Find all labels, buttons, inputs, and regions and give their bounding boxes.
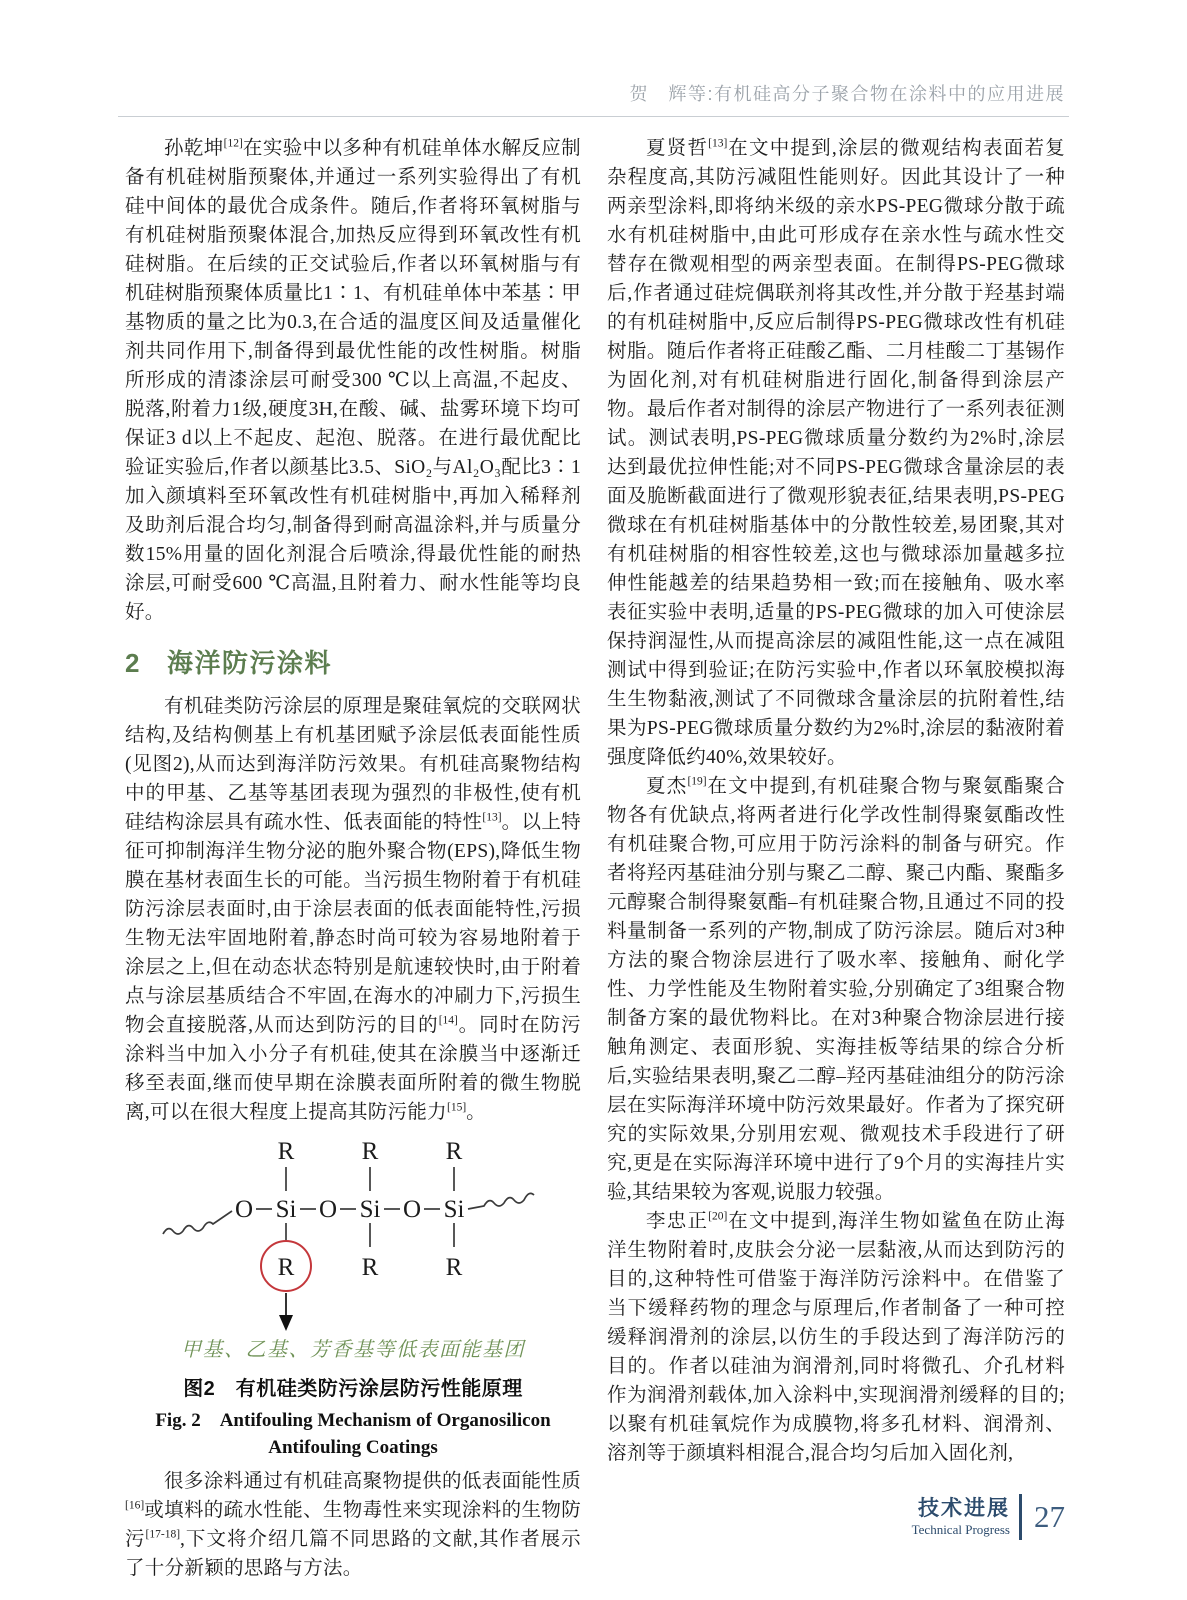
- atom-o: O: [234, 1196, 254, 1223]
- figure-caption-zh: 图2 有机硅类防污涂层防污性能原理: [183, 1378, 523, 1400]
- running-head: 贺 辉等:有机硅高分子聚合物在涂料中的应用进展: [629, 84, 1065, 104]
- citation-ref: [13]: [482, 811, 502, 824]
- wavy-bond-right: [468, 1193, 534, 1209]
- section-number: 2: [125, 648, 141, 678]
- atom-si: Si: [275, 1196, 297, 1223]
- left-column: [125, 134, 581, 1583]
- wavy-bond-left: [163, 1211, 232, 1234]
- section-heading-2: [125, 643, 581, 680]
- pointer-arrow-head: [279, 1315, 293, 1331]
- r-group-top: R: [361, 1138, 379, 1165]
- figure-caption-en-line2: Antifouling Coatings: [268, 1437, 438, 1458]
- atom-si: Si: [359, 1196, 381, 1223]
- r-group-bottom-circled: R: [277, 1254, 295, 1281]
- r-group-bottom: R: [361, 1254, 379, 1281]
- header-rule: [118, 116, 1069, 117]
- citation-ref: [15]: [446, 1101, 467, 1114]
- figure-caption-en: [125, 1407, 581, 1461]
- citation-ref: [16]: [125, 1499, 145, 1512]
- footer-section-zh: 技术进展: [918, 1496, 1010, 1520]
- r-group-top: R: [445, 1138, 463, 1165]
- atom-o: O: [318, 1196, 338, 1223]
- right-column: [607, 134, 1065, 1468]
- page-number: 27: [1034, 1499, 1065, 1534]
- figure-caption-en-line1: Fig. 2 Antifouling Mechanism of Organosilicon: [155, 1410, 551, 1431]
- r-group-bottom: R: [445, 1254, 463, 1281]
- citation-ref: [17-18]: [145, 1528, 181, 1541]
- page-footer: [912, 1494, 1065, 1540]
- section-title: 海洋防污涂料: [166, 648, 332, 678]
- figure-2: [125, 1135, 581, 1461]
- citation-ref: [20]: [708, 1210, 728, 1223]
- paragraph-xia-jie: 夏杰[19]在文中提到,有机硅聚合物与聚氨酯聚合物各有优缺点,将两者进行化学改性制得聚氨酯改性有机硅聚合物,可应用于防污涂料的制备与研究。作者将羟丙基硅油分别与聚乙二醇、聚己内酯、聚酯多元醇聚合制得聚氨酯–有机硅聚合物,且通过不同的投料量制备一系列的产物,制成了防污涂层。随后对3种方法的聚合物涂层进行了吸水率、接触角、耐化学性、力学性能及生物附着实验,分别确定了3组聚合物制备方案的最优物料比。在对3种聚合物涂层进行接触角测定、表面形貌、实海挂板等结果的综合分析后,实验结果表明,聚乙二醇–羟丙基硅油组分的防污涂层在实际海洋环境中防污效果最好。作者为了探究研究的实际效果,分别用宏观、微观技术手段进行了研究,更是在实际海洋环境中进行了9个月的实海挂片实验,其结果较为客观,说服力较强。: [607, 775, 1065, 1203]
- citation-ref: [19]: [687, 775, 707, 788]
- atom-si: Si: [443, 1196, 465, 1223]
- citation-ref: [13]: [708, 137, 728, 150]
- siloxane-structure-diagram: [158, 1135, 548, 1333]
- citation-ref: [14]: [438, 1014, 458, 1027]
- low-surface-energy-groups-label: 甲基、乙基、芳香基等低表面能基团: [181, 1339, 525, 1361]
- footer-section-labels: [912, 1497, 1019, 1538]
- paragraph-xia-xianzhe: 夏贤哲[13]在文中提到,涂层的微观结构表面若复杂程度高,其防污减阻性能则好。因此其设计了一种两亲型涂料,即将纳米级的亲水PS-PEG微球分散于疏水有机硅树脂中,由此可形成存在亲水性与疏水性交替存在微观相型的两亲型表面。在制得PS-PEG微球后,作者通过硅烷偶联剂将其改性,并分散于羟基封端的有机硅树脂中,反应后制得PS-PEG微球改性有机硅树脂。随后作者将正硅酸乙酯、二月桂酸二丁基锡作为固化剂,对有机硅树脂进行固化,制备得到涂层产物。最后作者对制得的涂层产物进行了一系列表征测试。测试表明,PS-PEG微球质量分数约为2%时,涂层达到最优拉伸性能;对不同PS-PEG微球含量涂层的表面及脆断截面进行了微观形貌表征,结果表明,PS-PEG微球在有机硅树脂基体中的分散性较差,易团聚,其对有机硅树脂的相容性较差,这也与微球添加量越多拉伸性能越差的结果趋势相一致;而在接触角、吸水率表征实验中表明,适量的PS-PEG微球的加入可使涂层保持润湿性,从而提高涂层的减阻性能,这一点在减阻测试中得到验证;在防污实验中,作者以环氧胶模拟海生生物黏液,测试了不同微球含量涂层的抗附着性,结果为PS-PEG微球质量分数约为2%时,涂层的黏液附着强度降低约40%,效果较好。: [607, 137, 1065, 768]
- paragraph-li-zhongzheng: 李忠正[20]在文中提到,海洋生物如鲨鱼在防止海洋生物附着时,皮肤会分泌一层黏液,从而达到防污的目的,这种特性可借鉴于海洋防污涂料中。在借鉴了当下缓释药物的理念与原理后,作者制备了一种可控缓释润滑剂的涂层,以仿生的手段达到了海洋防污的目的。作者以硅油为润滑剂,同时将微孔、介孔材料作为润滑剂载体,加入涂料中,实现润滑剂缓释的目的;以聚有机硅氧烷作为成膜物,将多孔材料、润滑剂、溶剂等于颜填料相混合,混合均匀后加入固化剂,: [607, 1210, 1065, 1464]
- footer-section-en: Technical Progress: [911, 1521, 1010, 1537]
- paragraph-sun-qiankun: 孙乾坤[12]在实验中以多种有机硅单体水解反应制备有机硅树脂预聚体,并通过一系列实验得出了有机硅中间体的最优合成条件。随后,作者将环氧树脂与有机硅树脂预聚体混合,加热反应得到环氧改性有机硅树脂。在后续的正交试验后,作者以环氧树脂与有机硅树脂预聚体质量比1∶1、有机硅单体中苯基∶甲基物质的量之比为0.3,在合适的温度区间及适量催化剂共同作用下,制备得到最优性能的改性树脂。树脂所形成的清漆涂层可耐受300 ℃以上高温,不起皮、脱落,附着力1级,硬度3H,在酸、碱、盐雾环境下均可保证3 d以上不起皮、起泡、脱落。在进行最优配比验证实验后,作者以颜基比3.5、SiO₂与Al₂O₃配比3∶1加入颜填料至环氧改性有机硅树脂中,再加入稀释剂及助剂后混合均匀,制备得到耐高温涂料,并与质量分数15%用量的固化剂混合后喷涂,得最优性能的耐热涂层,可耐受600 ℃高温,且附着力、耐水性能等均良好。: [125, 137, 581, 623]
- paragraph-many-coatings: 很多涂料通过有机硅高聚物提供的低表面能性质[16]或填料的疏水性能、生物毒性来实现涂料的生物防污[17-18],下文将介绍几篇不同思路的文献,其作者展示了十分新颖的思路与方法。: [125, 1471, 581, 1579]
- citation-ref: [12]: [223, 137, 243, 150]
- atom-o: O: [402, 1196, 422, 1223]
- r-group-top: R: [277, 1138, 295, 1165]
- paragraph-antifouling-mechanism: 有机硅类防污涂层的原理是聚硅氧烷的交联网状结构,及结构侧基上有机基团赋予涂层低表面能性质(见图2),从而达到海洋防污效果。有机硅高聚物结构中的甲基、乙基等基团表现为强烈的非极性,使有机硅结构涂层具有疏水性、低表面能的特性[13]。以上特征可抑制海洋生物分泌的胞外聚合物(EPS),降低生物膜在基材表面生长的可能。当污损生物附着于有机硅防污涂层表面时,由于涂层表面的低表面能特性,污损生物无法牢固地附着,静态时尚可较为容易地附着于涂层之上,但在动态状态特别是航速较快时,由于附着点与涂层基质结合不牢固,在海水的冲刷力下,污损生物会直接脱落,从而达到防污的目的[14]。同时在防污涂料当中加入小分子有机硅,使其在涂膜当中逐渐迁移至表面,继而使早期在涂膜表面所附着的微生物脱离,可以在很大程度上提高其防污能力[15]。: [125, 696, 581, 1123]
